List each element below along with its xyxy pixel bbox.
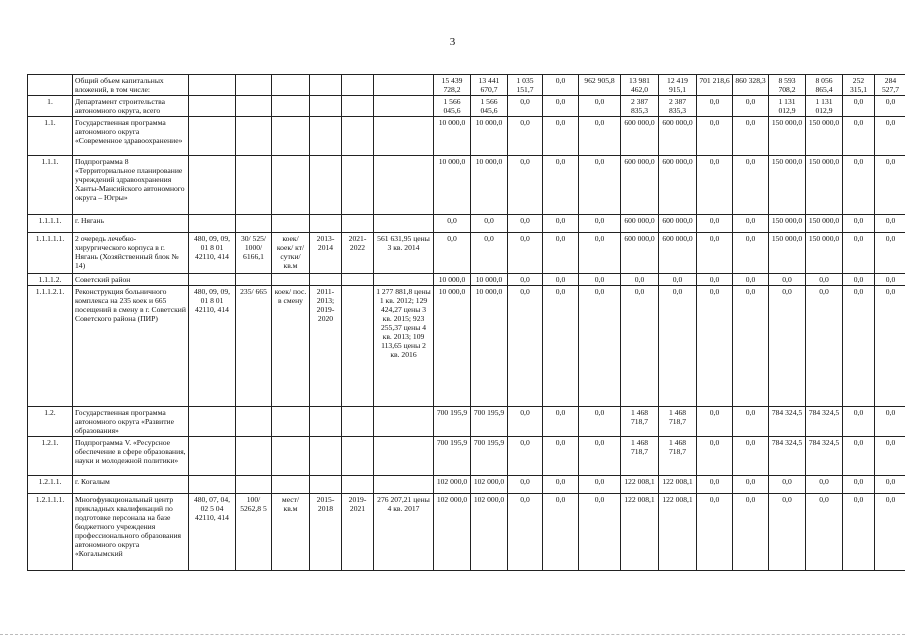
row-budget-code: 480, 09, 09, 01 8 01 42110, 414 [189,286,236,407]
row-commissioning-term [342,156,374,215]
row-amount-13: 0,0 [875,286,905,407]
row-amount-6: 600 000,0 [621,215,659,233]
row-amount-8: 0,0 [697,274,733,286]
row-name: г. Когалым [73,476,189,494]
row-estimated-cost: 276 207,21 цены 4 кв. 2017 [374,494,434,571]
row-amount-6: 1 468 718,7 [621,407,659,437]
row-code: 1. [28,96,73,117]
row-amount-13: 0,0 [875,117,905,156]
row-amount-9: 0,0 [733,274,769,286]
row-name: Подпрограмма 8 «Территориальное планирование учреждений здравоохранения Ханты-Мансийского автономного округа – Югры» [73,156,189,215]
row-construction-term [310,407,342,437]
row-unit [272,476,310,494]
row-amount-7: 1 468 718,7 [659,437,697,476]
row-amount-7: 600 000,0 [659,156,697,215]
row-capacity [236,75,272,96]
row-estimated-cost [374,215,434,233]
row-amount-9: 0,0 [733,437,769,476]
row-amount-8: 0,0 [697,215,733,233]
row-amount-3: 0,0 [508,117,543,156]
row-amount-1: 10 000,0 [434,274,471,286]
row-capacity [236,274,272,286]
row-amount-2: 102 000,0 [471,476,508,494]
row-unit [272,274,310,286]
row-budget-code [189,96,236,117]
row-amount-6: 1 468 718,7 [621,437,659,476]
row-amount-4: 0,0 [543,437,579,476]
row-commissioning-term [342,437,374,476]
row-amount-5: 0,0 [579,286,621,407]
row-amount-10: 1 131 012,9 [769,96,806,117]
row-amount-5: 0,0 [579,274,621,286]
row-capacity [236,117,272,156]
row-capacity: 30/ 525/ 1000/ 6166,1 [236,233,272,274]
row-amount-5: 0,0 [579,476,621,494]
row-amount-11: 0,0 [806,286,843,407]
row-budget-code [189,117,236,156]
row-amount-8: 0,0 [697,407,733,437]
row-capacity [236,156,272,215]
row-amount-11: 8 056 865,4 [806,75,843,96]
row-unit: мест/ кв.м [272,494,310,571]
row-amount-13: 0,0 [875,96,905,117]
row-unit [272,75,310,96]
row-amount-8: 0,0 [697,117,733,156]
row-amount-7: 0,0 [659,274,697,286]
row-code: 1.2.1.1. [28,476,73,494]
row-amount-13: 0,0 [875,437,905,476]
row-amount-3: 0,0 [508,233,543,274]
row-estimated-cost [374,117,434,156]
row-amount-9: 0,0 [733,407,769,437]
row-unit [272,96,310,117]
row-budget-code [189,437,236,476]
row-code: 1.1.1.2.1. [28,286,73,407]
row-amount-6: 13 981 462,0 [621,75,659,96]
row-amount-12: 0,0 [843,437,875,476]
row-estimated-cost [374,96,434,117]
row-budget-code [189,75,236,96]
row-estimated-cost [374,437,434,476]
row-amount-3: 0,0 [508,96,543,117]
row-amount-4: 0,0 [543,274,579,286]
row-amount-6: 122 008,1 [621,476,659,494]
row-amount-11: 150 000,0 [806,156,843,215]
row-amount-12: 252 315,1 [843,75,875,96]
row-amount-8: 0,0 [697,437,733,476]
row-amount-2: 10 000,0 [471,274,508,286]
row-amount-3: 0,0 [508,215,543,233]
table-row [28,286,905,407]
row-construction-term [310,117,342,156]
row-amount-8: 0,0 [697,96,733,117]
row-amount-10: 0,0 [769,286,806,407]
row-capacity [236,215,272,233]
page-bottom-edge [0,634,905,635]
row-amount-2: 0,0 [471,215,508,233]
row-amount-7: 600 000,0 [659,117,697,156]
row-amount-13: 284 527,7 [875,75,905,96]
row-unit [272,407,310,437]
row-unit [272,156,310,215]
row-amount-4: 0,0 [543,215,579,233]
row-amount-12: 0,0 [843,407,875,437]
row-amount-7: 1 468 718,7 [659,407,697,437]
row-budget-code [189,274,236,286]
capital-investment-table [27,74,905,571]
row-amount-11: 0,0 [806,476,843,494]
row-amount-7: 600 000,0 [659,215,697,233]
row-amount-3: 0,0 [508,156,543,215]
row-commissioning-term [342,96,374,117]
row-amount-3: 0,0 [508,437,543,476]
row-unit [272,437,310,476]
row-budget-code: 480, 07, 04, 02 5 04 42110, 414 [189,494,236,571]
row-budget-code [189,476,236,494]
row-amount-5: 0,0 [579,96,621,117]
row-amount-9: 860 328,3 [733,75,769,96]
row-amount-1: 0,0 [434,233,471,274]
row-estimated-cost: 1 277 881,8 цены 1 кв. 2012; 129 424,27 цены 3 кв. 2015; 923 255,37 цены 4 кв. 2013; 109 113,65 цены 2 кв. 2016 [374,286,434,407]
row-construction-term [310,215,342,233]
row-amount-5: 962 905,8 [579,75,621,96]
row-amount-5: 0,0 [579,156,621,215]
row-amount-11: 0,0 [806,494,843,571]
row-capacity [236,96,272,117]
row-amount-13: 0,0 [875,407,905,437]
row-construction-term [310,476,342,494]
row-code: 1.2.1. [28,437,73,476]
row-amount-9: 0,0 [733,96,769,117]
row-code: 1.1.1.1.1. [28,233,73,274]
row-amount-12: 0,0 [843,215,875,233]
row-capacity [236,407,272,437]
row-unit: коек/ коек/ кт/ сутки/ кв.м [272,233,310,274]
row-amount-12: 0,0 [843,476,875,494]
row-amount-4: 0,0 [543,96,579,117]
row-name: 2 очередь лечебно-хирургического корпуса в г. Нягань (Хозяйственный блок № 14) [73,233,189,274]
row-unit [272,215,310,233]
row-amount-13: 0,0 [875,215,905,233]
row-amount-4: 0,0 [543,494,579,571]
row-construction-term [310,96,342,117]
row-commissioning-term [342,215,374,233]
row-construction-term [310,437,342,476]
row-commissioning-term [342,274,374,286]
row-amount-8: 701 218,6 [697,75,733,96]
row-amount-13: 0,0 [875,156,905,215]
row-amount-4: 0,0 [543,286,579,407]
row-amount-7: 122 008,1 [659,494,697,571]
row-amount-4: 0,0 [543,407,579,437]
table-row [28,117,905,156]
row-code: 1.2. [28,407,73,437]
row-name: Общий объем капитальных вложений, в том числе: [73,75,189,96]
row-amount-8: 0,0 [697,156,733,215]
row-code: 1.1.1.1. [28,215,73,233]
row-amount-5: 0,0 [579,233,621,274]
row-amount-4: 0,0 [543,476,579,494]
row-amount-3: 0,0 [508,407,543,437]
row-amount-8: 0,0 [697,233,733,274]
row-code: 1.2.1.1.1. [28,494,73,571]
row-amount-9: 0,0 [733,156,769,215]
row-name: Подпрограмма V. «Ресурсное обеспечение в сфере образования, науки и молодежной политики» [73,437,189,476]
table-row [28,476,905,494]
row-amount-13: 0,0 [875,494,905,571]
row-amount-2: 10 000,0 [471,117,508,156]
row-amount-9: 0,0 [733,476,769,494]
row-amount-12: 0,0 [843,96,875,117]
row-amount-5: 0,0 [579,437,621,476]
row-amount-1: 15 439 728,2 [434,75,471,96]
row-amount-10: 784 324,5 [769,407,806,437]
row-budget-code [189,156,236,215]
row-amount-1: 700 195,9 [434,407,471,437]
row-name: Советский район [73,274,189,286]
table-row [28,75,905,96]
page-number: 3 [449,36,456,48]
row-commissioning-term [342,75,374,96]
table-row [28,156,905,215]
row-name: Государственная программа автономного округа «Развитие образования» [73,407,189,437]
row-amount-3: 0,0 [508,476,543,494]
row-amount-8: 0,0 [697,494,733,571]
row-estimated-cost [374,476,434,494]
row-amount-3: 0,0 [508,494,543,571]
row-commissioning-term: 2019-2021 [342,494,374,571]
row-capacity: 100/ 5262,8 5 [236,494,272,571]
row-commissioning-term: 2021-2022 [342,233,374,274]
row-code [28,75,73,96]
row-amount-12: 0,0 [843,117,875,156]
row-amount-2: 102 000,0 [471,494,508,571]
row-amount-12: 0,0 [843,274,875,286]
row-name: Реконструкция больничного комплекса на 235 коек и 665 посещений в смену в г. Советский Советского района (ПИР) [73,286,189,407]
row-construction-term [310,156,342,215]
row-capacity: 235/ 665 [236,286,272,407]
row-amount-11: 150 000,0 [806,215,843,233]
row-amount-4: 0,0 [543,156,579,215]
row-amount-12: 0,0 [843,156,875,215]
row-amount-11: 1 131 012,9 [806,96,843,117]
row-estimated-cost [374,407,434,437]
row-amount-1: 10 000,0 [434,156,471,215]
row-amount-1: 10 000,0 [434,286,471,407]
row-unit [272,117,310,156]
row-name: Многофункциональный центр прикладных квалификаций по подготовке персонала на базе бюджетного учреждения профессионального образования автономного округа «Когалымский [73,494,189,571]
row-amount-10: 0,0 [769,494,806,571]
row-amount-3: 0,0 [508,274,543,286]
row-code: 1.1.1.2. [28,274,73,286]
row-amount-10: 150 000,0 [769,117,806,156]
row-estimated-cost [374,156,434,215]
row-amount-13: 0,0 [875,233,905,274]
table-row [28,215,905,233]
row-amount-2: 0,0 [471,233,508,274]
row-amount-6: 600 000,0 [621,233,659,274]
row-budget-code: 480, 09, 09, 01 8 01 42110, 414 [189,233,236,274]
row-budget-code [189,407,236,437]
row-amount-8: 0,0 [697,476,733,494]
row-name: Департамент строительства автономного округа, всего [73,96,189,117]
row-commissioning-term [342,286,374,407]
row-construction-term: 2013-2014 [310,233,342,274]
row-amount-1: 10 000,0 [434,117,471,156]
row-amount-2: 700 195,9 [471,437,508,476]
row-construction-term [310,75,342,96]
table-row [28,437,905,476]
row-amount-1: 102 000,0 [434,476,471,494]
row-commissioning-term [342,117,374,156]
row-amount-7: 0,0 [659,286,697,407]
row-amount-12: 0,0 [843,286,875,407]
row-amount-10: 0,0 [769,274,806,286]
row-amount-1: 102 000,0 [434,494,471,571]
row-amount-11: 150 000,0 [806,117,843,156]
row-amount-10: 150 000,0 [769,215,806,233]
row-amount-9: 0,0 [733,233,769,274]
row-capacity [236,437,272,476]
row-amount-6: 122 008,1 [621,494,659,571]
row-budget-code [189,215,236,233]
row-amount-7: 122 008,1 [659,476,697,494]
row-amount-10: 784 324,5 [769,437,806,476]
row-amount-12: 0,0 [843,494,875,571]
row-amount-9: 0,0 [733,286,769,407]
row-amount-6: 0,0 [621,274,659,286]
row-construction-term [310,274,342,286]
row-amount-1: 1 566 045,6 [434,96,471,117]
row-amount-11: 150 000,0 [806,233,843,274]
row-name: Государственная программа автономного округа «Современное здравоохранение» [73,117,189,156]
row-amount-3: 0,0 [508,286,543,407]
table-row [28,96,905,117]
row-amount-4: 0,0 [543,117,579,156]
row-amount-13: 0,0 [875,476,905,494]
row-amount-1: 700 195,9 [434,437,471,476]
row-amount-10: 150 000,0 [769,156,806,215]
row-amount-13: 0,0 [875,274,905,286]
row-amount-5: 0,0 [579,117,621,156]
row-name: г. Нягань [73,215,189,233]
row-amount-8: 0,0 [697,286,733,407]
row-amount-11: 784 324,5 [806,407,843,437]
row-amount-11: 0,0 [806,274,843,286]
row-estimated-cost [374,75,434,96]
row-code: 1.1.1. [28,156,73,215]
table-row [28,494,905,571]
row-amount-7: 12 419 915,1 [659,75,697,96]
row-amount-3: 1 035 151,7 [508,75,543,96]
row-amount-10: 8 593 708,2 [769,75,806,96]
row-amount-6: 600 000,0 [621,117,659,156]
row-amount-5: 0,0 [579,215,621,233]
row-unit: коек/ пос. в смену [272,286,310,407]
row-amount-4: 0,0 [543,75,579,96]
row-capacity [236,476,272,494]
row-estimated-cost: 561 631,95 цены 3 кв. 2014 [374,233,434,274]
row-amount-2: 1 566 045,6 [471,96,508,117]
row-amount-6: 2 387 835,3 [621,96,659,117]
table-row [28,233,905,274]
row-code: 1.1. [28,117,73,156]
row-amount-7: 600 000,0 [659,233,697,274]
row-amount-11: 784 324,5 [806,437,843,476]
row-construction-term: 2011-2013; 2019-2020 [310,286,342,407]
row-estimated-cost [374,274,434,286]
row-amount-1: 0,0 [434,215,471,233]
row-amount-9: 0,0 [733,494,769,571]
table-row [28,274,905,286]
row-amount-2: 13 441 670,7 [471,75,508,96]
row-commissioning-term [342,476,374,494]
row-amount-9: 0,0 [733,215,769,233]
row-amount-2: 700 195,9 [471,407,508,437]
row-construction-term: 2015-2018 [310,494,342,571]
row-amount-10: 0,0 [769,476,806,494]
row-amount-2: 10 000,0 [471,156,508,215]
row-amount-5: 0,0 [579,494,621,571]
row-amount-4: 0,0 [543,233,579,274]
row-amount-6: 600 000,0 [621,156,659,215]
row-amount-5: 0,0 [579,407,621,437]
row-amount-9: 0,0 [733,117,769,156]
row-amount-7: 2 387 835,3 [659,96,697,117]
row-commissioning-term [342,407,374,437]
row-amount-2: 10 000,0 [471,286,508,407]
row-amount-12: 0,0 [843,233,875,274]
row-amount-10: 150 000,0 [769,233,806,274]
table-row [28,407,905,437]
row-amount-6: 0,0 [621,286,659,407]
